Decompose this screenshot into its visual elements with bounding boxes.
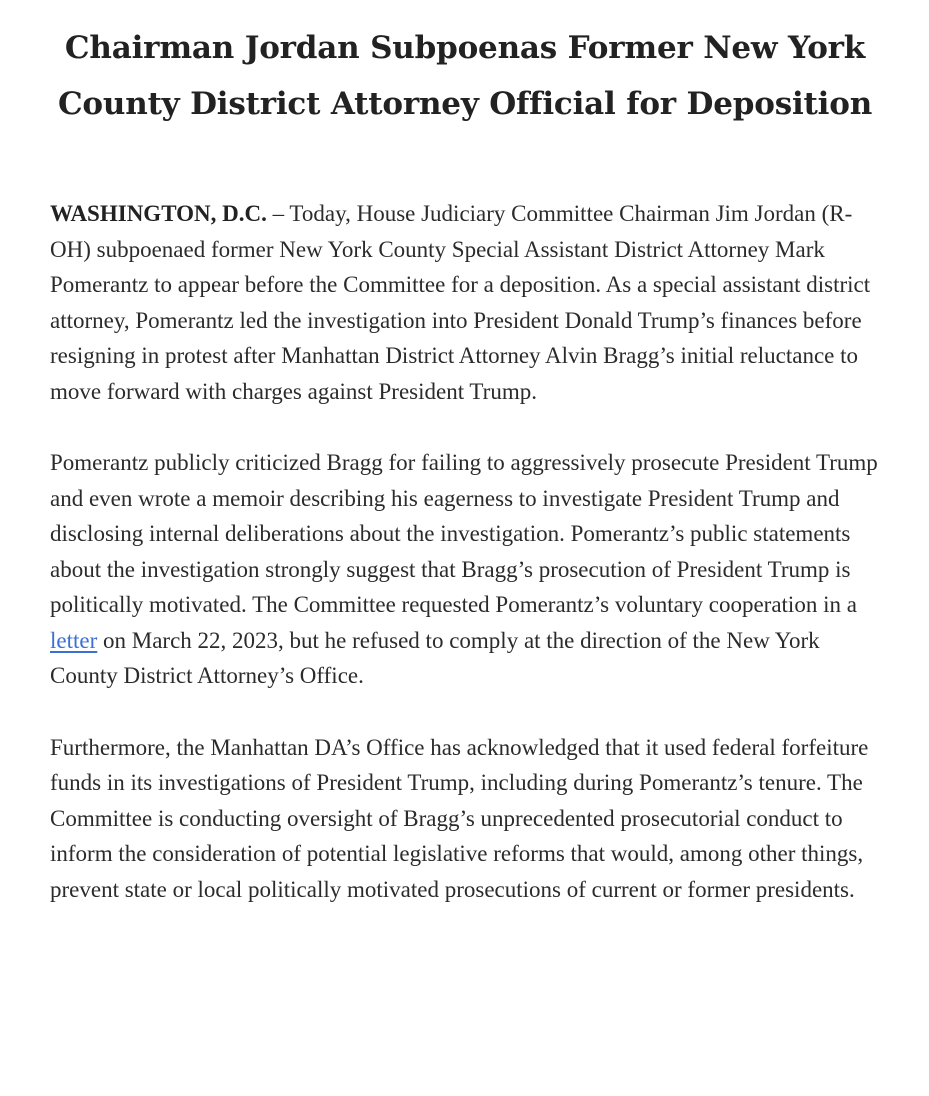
dateline: WASHINGTON, D.C.: [50, 201, 267, 226]
paragraph-3: Furthermore, the Manhattan DA’s Office has acknowledged that it used federal forfeiture funds in its investigations of President Trump, including during Pomerantz’s tenure. The Committee is conducting oversight of Bragg’s unprecedented prosecutorial conduct to inform the consideration of potential legislative reforms that would, among other things, prevent state or local politically motivated prosecutions of current or former presidents.: [50, 734, 869, 902]
headline: Chairman Jordan Subpoenas Former New York County District Attorney Official for Deposition: [57, 30, 873, 122]
paragraph-2: [50, 445, 880, 694]
paragraph-1: [50, 196, 880, 409]
article-body: [50, 196, 880, 907]
letter-link[interactable]: letter: [50, 627, 98, 653]
paragraph-2-text-after-link: on March 22, 2023, but he refused to comply at the direction of the New York County District Attorney’s Office.: [50, 627, 820, 688]
press-release: [50, 20, 880, 943]
paragraph-2-text-before-link: Pomerantz publicly criticized Bragg for failing to aggressively prosecute President Trump and even wrote a memoir describing his eagerness to investigate President Trump and disclosing internal deliberations about the investigation. Pomerantz’s public statements about the investigation strongly suggest that Bragg’s prosecution of President Trump is politically motivated. The Committee requested Pomerantz’s voluntary cooperation in a: [50, 450, 878, 617]
paragraph-1-text: – Today, House Judiciary Committee Chairman Jim Jordan (R-OH) subpoenaed former New York County Special Assistant District Attorney Mark Pomerantz to appear before the Committee for a deposition. As a special assistant district attorney, Pomerantz led the investigation into President Donald Trump’s finances before resigning in protest after Manhattan District Attorney Alvin Bragg’s initial reluctance to move forward with charges against President Trump.: [50, 201, 871, 404]
